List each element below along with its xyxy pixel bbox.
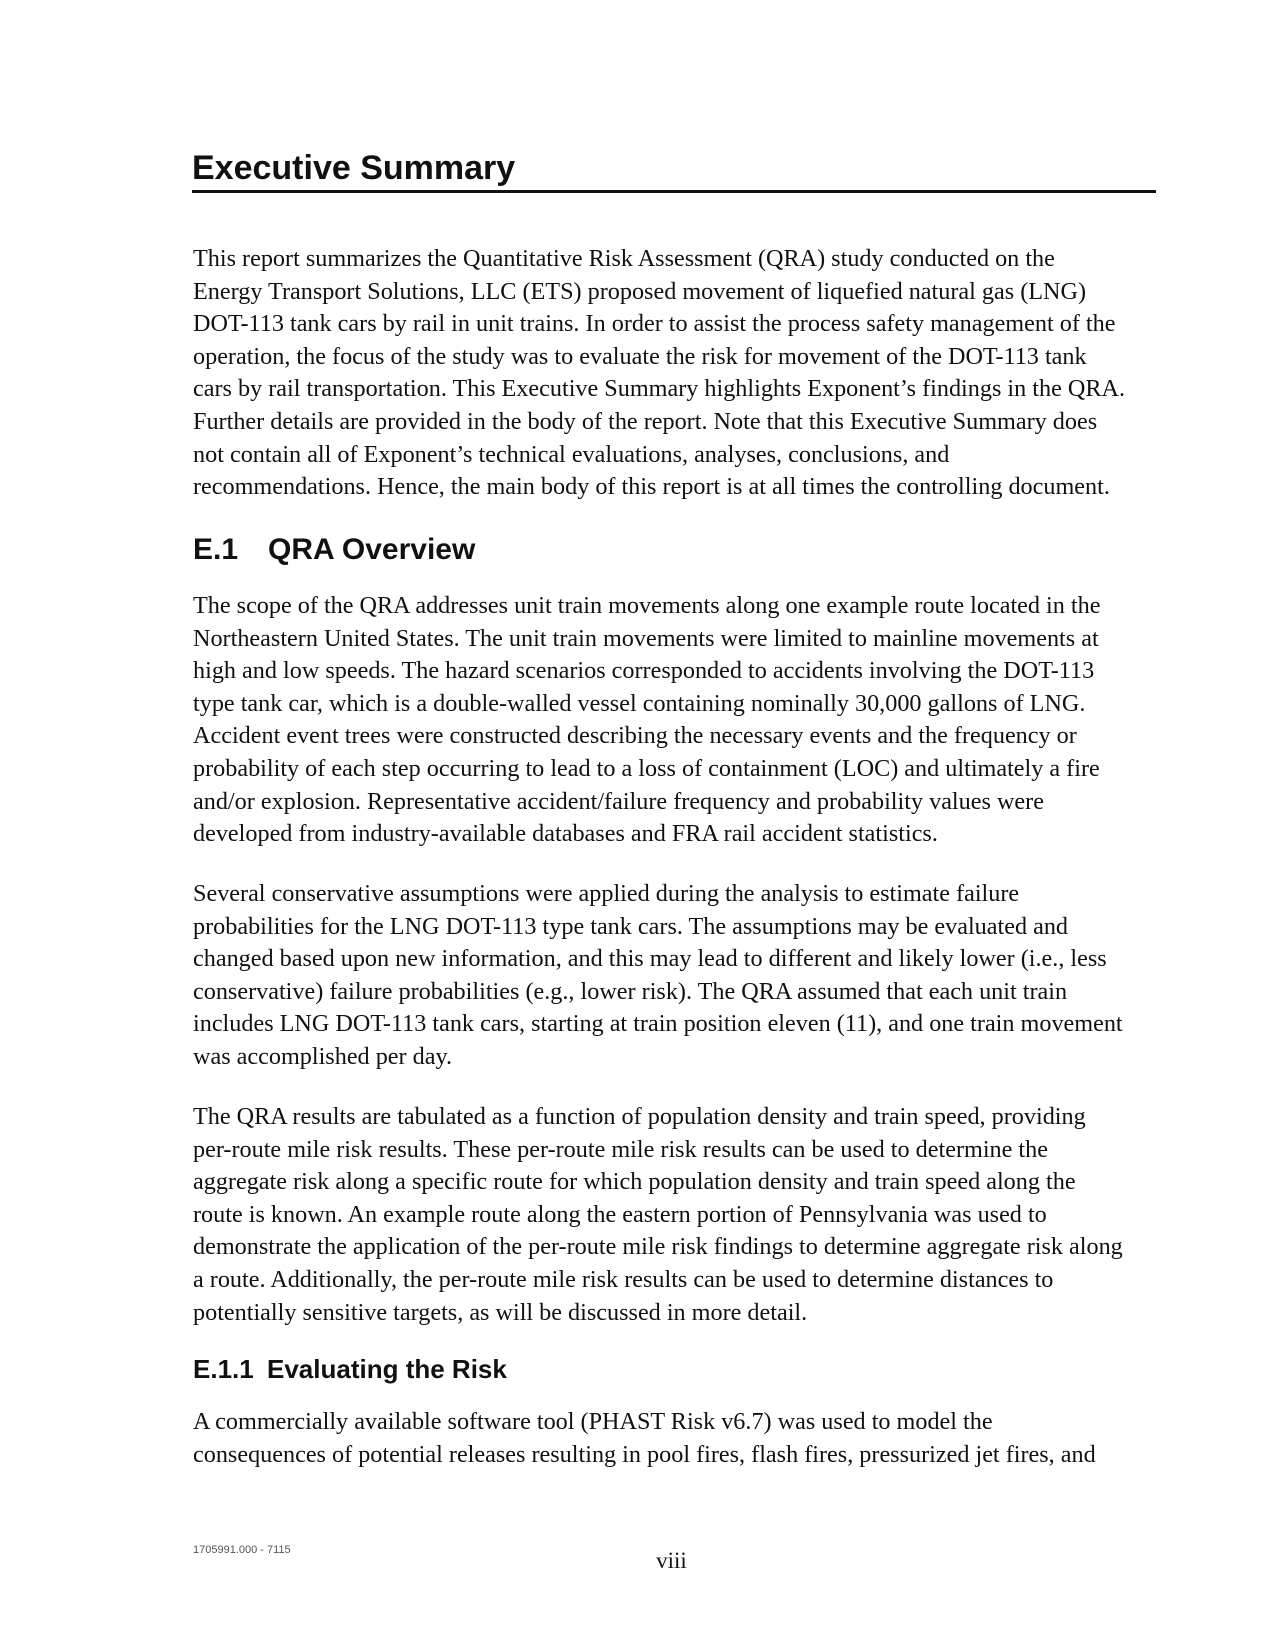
section-heading-e11 — [193, 1353, 507, 1385]
text-line: probabilities for the LNG DOT-113 type tank cars. The assumptions may be evaluated and — [193, 912, 1069, 940]
section-heading-e1 — [193, 532, 475, 568]
text-line: cars by rail transportation. This Executive Summary highlights Exponent’s findings in the QRA. — [193, 375, 1125, 403]
text-line: The scope of the QRA addresses unit train movements along one example route located in the — [193, 592, 1101, 619]
text-line: The QRA results are tabulated as a function of population density and train speed, providing — [193, 1103, 1086, 1130]
text-line: This report summarizes the Quantitative Risk Assessment (QRA) study conducted on the — [193, 245, 1055, 272]
text-line: Several conservative assumptions were applied during the analysis to estimate failure — [193, 880, 1020, 907]
text-line: high and low speeds. The hazard scenarios corresponded to accidents involving the DOT-113 — [193, 657, 1095, 685]
text-line: Energy Transport Solutions, LLC (ETS) proposed movement of liquefied natural gas (LNG) — [193, 277, 1087, 305]
text-line: per-route mile risk results. These per-route mile risk results can be used to determine the — [193, 1135, 1048, 1163]
text-line: consequences of potential releases resulting in pool fires, flash fires, pressurized jet fires, and — [193, 1440, 1096, 1468]
text-line: includes LNG DOT-113 tank cars, starting at train position eleven (11), and one train movement — [193, 1010, 1123, 1038]
text-line: Further details are provided in the body of the report. Note that this Executive Summary does — [193, 407, 1098, 435]
e1-paragraph-1 — [193, 590, 1165, 851]
page-title: Executive Summary — [192, 148, 1156, 193]
text-line: and/or explosion. Representative accident/failure frequency and probability values were — [193, 787, 1044, 815]
text-line: aggregate risk along a specific route for which population density and train speed along the — [193, 1168, 1076, 1196]
text-line: type tank car, which is a double-walled vessel containing nominally 30,000 gallons of LNG. — [193, 689, 1086, 717]
document-id: 1705991.000 - 7115 — [193, 1544, 291, 1556]
text-line: recommendations. Hence, the main body of this report is at all times the controlling document. — [193, 473, 1110, 501]
text-line: DOT-113 tank cars by rail in unit trains. In order to assist the process safety management of the — [193, 310, 1116, 338]
text-line: conservative) failure probabilities (e.g., lower risk). The QRA assumed that each unit train — [193, 977, 1068, 1005]
text-line: A commercially available software tool (PHAST Risk v6.7) was used to model the — [193, 1408, 993, 1435]
text-line: demonstrate the application of the per-route mile risk findings to determine aggregate risk along — [193, 1233, 1123, 1261]
section-number: E.1.1 — [193, 1354, 254, 1384]
text-line: Accident event trees were constructed describing the necessary events and the frequency or — [193, 722, 1077, 750]
page-number: viii — [656, 1548, 687, 1573]
e1-paragraph-2 — [193, 878, 1165, 1074]
text-line: changed based upon new information, and this may lead to different and likely lower (i.e., less — [193, 945, 1107, 973]
text-line: Northeastern United States. The unit train movements were limited to mainline movements at — [193, 624, 1099, 652]
text-line: operation, the focus of the study was to evaluate the risk for movement of the DOT-113 tank — [193, 342, 1087, 370]
text-line: was accomplished per day. — [193, 1042, 453, 1070]
e11-paragraph-1 — [193, 1406, 1165, 1471]
text-line: probability of each step occurring to lead to a loss of containment (LOC) and ultimately a fire — [193, 754, 1100, 782]
text-line: developed from industry-available databases and FRA rail accident statistics. — [193, 820, 938, 848]
section-title: Evaluating the Risk — [267, 1354, 507, 1384]
text-line: a route. Additionally, the per-route mile risk results can be used to determine distances to — [193, 1265, 1054, 1293]
text-line: potentially sensitive targets, as will be discussed in more detail. — [193, 1298, 808, 1326]
text-line: not contain all of Exponent’s technical evaluations, analyses, conclusions, and — [193, 440, 950, 468]
intro-paragraph — [193, 243, 1165, 504]
section-title: QRA Overview — [268, 533, 476, 566]
title-block — [192, 148, 1156, 193]
text-line: route is known. An example route along the eastern portion of Pennsylvania was used to — [193, 1200, 1047, 1228]
section-number: E.1 — [193, 533, 239, 566]
e1-paragraph-3 — [193, 1101, 1165, 1329]
